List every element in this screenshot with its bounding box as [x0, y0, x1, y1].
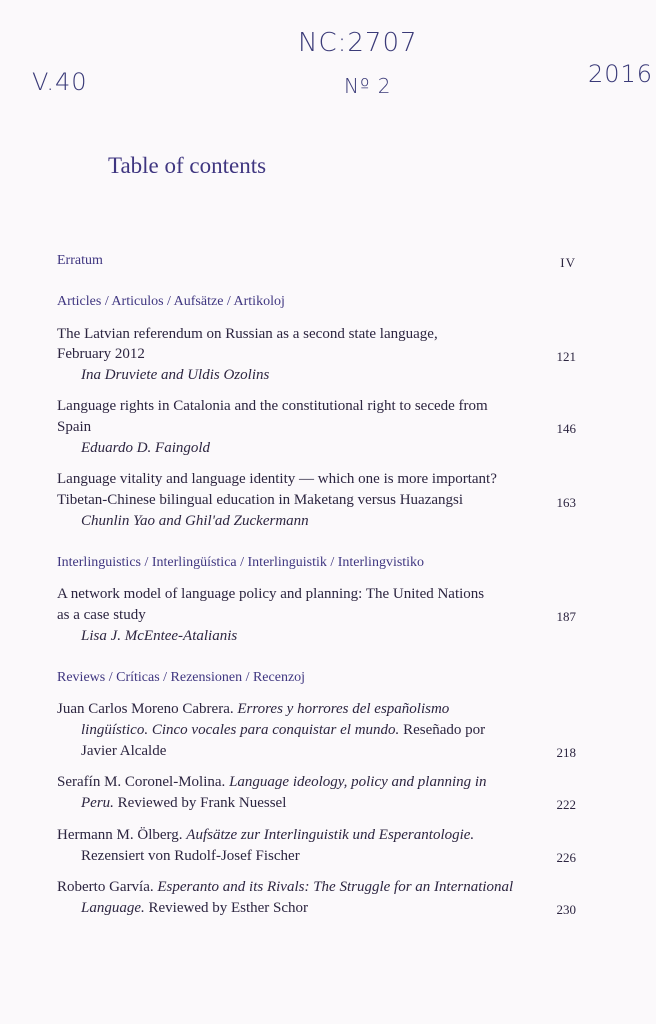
entry-authors: Chunlin Yao and Ghil'ad Zuckermann [81, 513, 309, 529]
page-title: Table of contents [108, 153, 267, 178]
entry-page: 230 [556, 902, 576, 917]
issue-annotation: Nº 2 [344, 74, 392, 98]
erratum-label: Erratum [57, 253, 103, 268]
review-reviewer-name: Javier Alcalde [81, 743, 167, 759]
review-line2 [81, 722, 485, 739]
entry-page: 226 [556, 850, 576, 865]
section-heading-interlinguistics: Interlinguistics / Interlingüística / Interlinguistik / Interlingvistiko [57, 555, 425, 570]
review-reviewer: Reviewed by Esther Schor [148, 900, 309, 916]
review-line1 [57, 879, 513, 896]
entry-page: 146 [556, 421, 576, 436]
review-line1 [57, 701, 449, 718]
review-title: Esperanto and its Rivals: The Struggle for an International [157, 879, 514, 895]
review-author: Juan Carlos Moreno Cabrera. [57, 701, 234, 717]
entry-authors: Eduardo D. Faingold [81, 440, 211, 456]
entry-page: 121 [556, 349, 576, 364]
call-number-annotation: NC:2707 [298, 28, 418, 58]
section-heading-articles: Articles / Articulos / Aufsätze / Artikoloj [57, 294, 285, 309]
entry-page: 218 [556, 745, 576, 760]
entry-title-line2: Tibetan-Chinese bilingual education in Maketang versus Huazangsi [57, 492, 464, 508]
review-line1 [57, 827, 474, 844]
entry-title-line2: February 2012 [57, 346, 145, 362]
review-title: Aufsätze zur Interlinguistik und Esperantologie. [186, 827, 475, 843]
review-reviewer: Rezensiert von Rudolf-Josef Fischer [81, 848, 300, 864]
review-reviewer: Reseñado por [403, 722, 486, 738]
review-title-cont: Language. [81, 900, 145, 916]
review-title: Errores y horrores del españolismo [237, 701, 450, 717]
review-title: Language ideology, policy and planning in [229, 774, 487, 790]
erratum-page: IV [560, 255, 576, 270]
review-title-cont: Peru. [81, 795, 114, 811]
entry-page: 163 [556, 495, 576, 510]
entry-authors: Lisa J. McEntee-Atalianis [81, 628, 238, 644]
entry-title-line2: as a case study [57, 607, 146, 623]
entry-authors: Ina Druviete and Uldis Ozolins [81, 367, 270, 383]
year-annotation: 2016 [588, 60, 654, 88]
entry-title-line2: Spain [57, 419, 92, 435]
review-reviewer: Reviewed by Frank Nuessel [117, 795, 287, 811]
entry-page: 222 [556, 797, 576, 812]
review-author: Roberto Garvía. [57, 879, 154, 895]
review-author: Serafín M. Coronel-Molina. [57, 774, 226, 790]
entry-title-line1: Language vitality and language identity — which one is more important? [57, 471, 497, 487]
review-line1 [57, 774, 487, 791]
review-title-cont: lingüístico. Cinco vocales para conquistar el mundo. [81, 722, 400, 738]
review-author: Hermann M. Ölberg. [57, 827, 183, 843]
volume-annotation: V.40 [32, 68, 88, 96]
review-line2 [81, 900, 308, 917]
section-heading-reviews: Reviews / Críticas / Rezensionen / Recenzoj [57, 670, 306, 685]
entry-title-line1: The Latvian referendum on Russian as a second state language, [57, 326, 438, 342]
entry-title-line1: Language rights in Catalonia and the constitutional right to secede from [57, 398, 488, 414]
entry-title-line1: A network model of language policy and planning: The United Nations [57, 586, 485, 602]
review-line2 [81, 795, 286, 812]
entry-page: 187 [556, 609, 576, 624]
